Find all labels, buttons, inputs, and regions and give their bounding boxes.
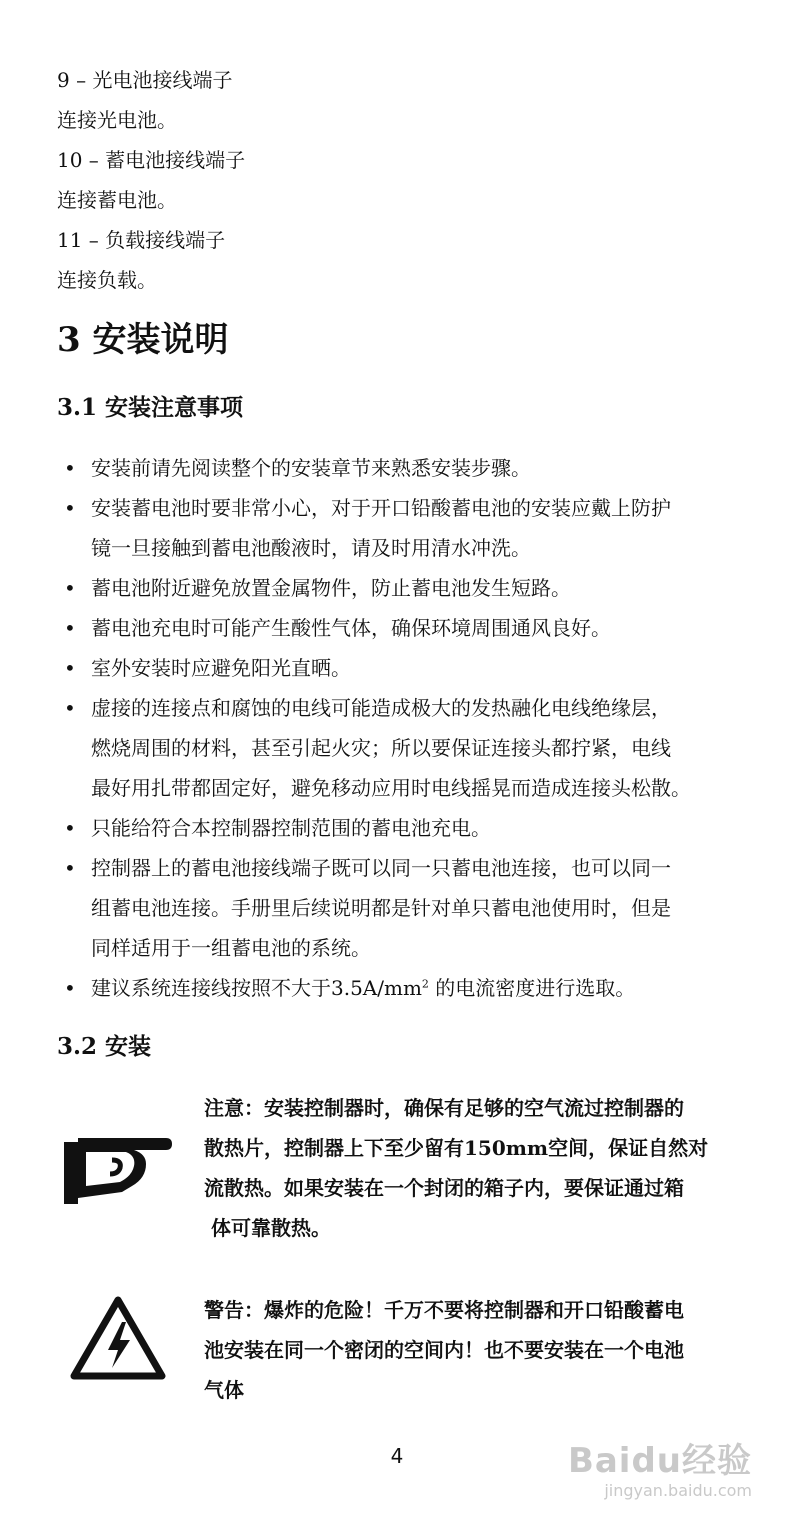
bullet-text: 室外安装时应避免阳光直晒。: [91, 656, 351, 680]
bullet-item: [64, 608, 744, 648]
terminal-10-title: 10 – 蓄电池接线端子: [57, 148, 246, 172]
note-line: 流散热。如果安装在一个封闭的箱子内，要保证通过箱: [204, 1176, 684, 1200]
bullet-text-part: 的电流密度进行选取。: [428, 976, 636, 1000]
bullet-text: 镜一旦接触到蓄电池酸液时，请及时用清水冲洗。: [91, 536, 531, 560]
bullet-dot: •: [64, 616, 76, 640]
warning-block: [204, 1290, 744, 1410]
bullet-text: 最好用扎带都固定好，避免移动应用时电线摇晃而造成连接头松散。: [91, 776, 691, 800]
superscript: 2: [421, 977, 429, 991]
bullet-dot: •: [64, 696, 76, 720]
bullet-text: 安装前请先阅读整个的安装章节来熟悉安装步骤。: [91, 456, 531, 480]
terminal-11-title: 11 – 负载接线端子: [57, 228, 226, 252]
bullet-item: [64, 448, 744, 488]
terminal-9-desc: 连接光电池。: [57, 108, 177, 132]
terminal-11-desc: 连接负载。: [57, 268, 157, 292]
bullet-dot: •: [64, 496, 76, 520]
bullet-text: 燃烧周围的材料，甚至引起火灾；所以要保证连接头都拧紧，电线: [91, 736, 671, 760]
subsection-title-3-2: 3.2 安装: [57, 1033, 152, 1060]
bullet-text: 安装蓄电池时要非常小心，对于开口铅酸蓄电池的安装应戴上防护: [91, 496, 671, 520]
note-line: 散热片，控制器上下至少留有150mm空间，保证自然对: [204, 1136, 709, 1160]
bullet-item: [64, 848, 744, 968]
bullet-item: [64, 688, 744, 808]
bullet-dot: •: [64, 816, 76, 840]
watermark-logo-text: Baidu经验: [567, 1441, 752, 1481]
terminal-10-desc: 连接蓄电池。: [57, 188, 177, 212]
bullet-text: 组蓄电池连接。手册里后续说明都是针对单只蓄电池使用时，但是: [91, 896, 671, 920]
bullet-text-part: 建议系统连接线按照不大于3.5A/mm: [91, 976, 422, 1000]
bullet-text: 蓄电池充电时可能产生酸性气体，确保环境周围通风良好。: [91, 616, 611, 640]
terminal-9-title: 9 – 光电池接线端子: [57, 68, 233, 92]
bullet-text: 虚接的连接点和腐蚀的电线可能造成极大的发热融化电线绝缘层，: [91, 696, 671, 720]
note-block: [204, 1088, 744, 1248]
note-line: 注意：安装控制器时，确保有足够的空气流过控制器的: [204, 1096, 684, 1120]
bullet-dot: •: [64, 856, 76, 880]
bullet-item: [64, 488, 744, 568]
bullet-text: 同样适用于一组蓄电池的系统。: [91, 936, 371, 960]
baidu-watermark: [552, 1413, 752, 1513]
subsection-title-3-1: 3.1 安装注意事项: [57, 394, 244, 421]
page-number: 4: [390, 1444, 404, 1468]
note-line: 体可靠散热。: [204, 1216, 331, 1240]
warning-line: 池安装在同一个密闭的空间内！也不要安装在一个电池: [204, 1338, 684, 1362]
bullet-text: 控制器上的蓄电池接线端子既可以同一只蓄电池连接，也可以同一: [91, 856, 671, 880]
warning-line: 警告：爆炸的危险！千万不要将控制器和开口铅酸蓄电: [204, 1298, 684, 1322]
warning-line: 气体: [204, 1378, 244, 1402]
bullet-item: [64, 968, 744, 1008]
bullet-dot: •: [64, 656, 76, 680]
pointing-hand-icon: [62, 1130, 174, 1210]
watermark-url: jingyan.baidu.com: [604, 1481, 752, 1500]
bullet-item: [64, 808, 744, 848]
section-title: 3 安装说明: [57, 320, 229, 360]
bullet-item: [64, 648, 744, 688]
high-voltage-warning-icon: [70, 1296, 166, 1384]
bullet-text: 蓄电池附近避免放置金属物件，防止蓄电池发生短路。: [91, 576, 571, 600]
bullet-text: 只能给符合本控制器控制范围的蓄电池充电。: [91, 816, 491, 840]
bullet-item: [64, 568, 744, 608]
bullet-dot: •: [64, 976, 76, 1000]
bullet-text: [91, 968, 744, 1008]
bullet-dot: •: [64, 576, 76, 600]
bullet-dot: •: [64, 456, 76, 480]
